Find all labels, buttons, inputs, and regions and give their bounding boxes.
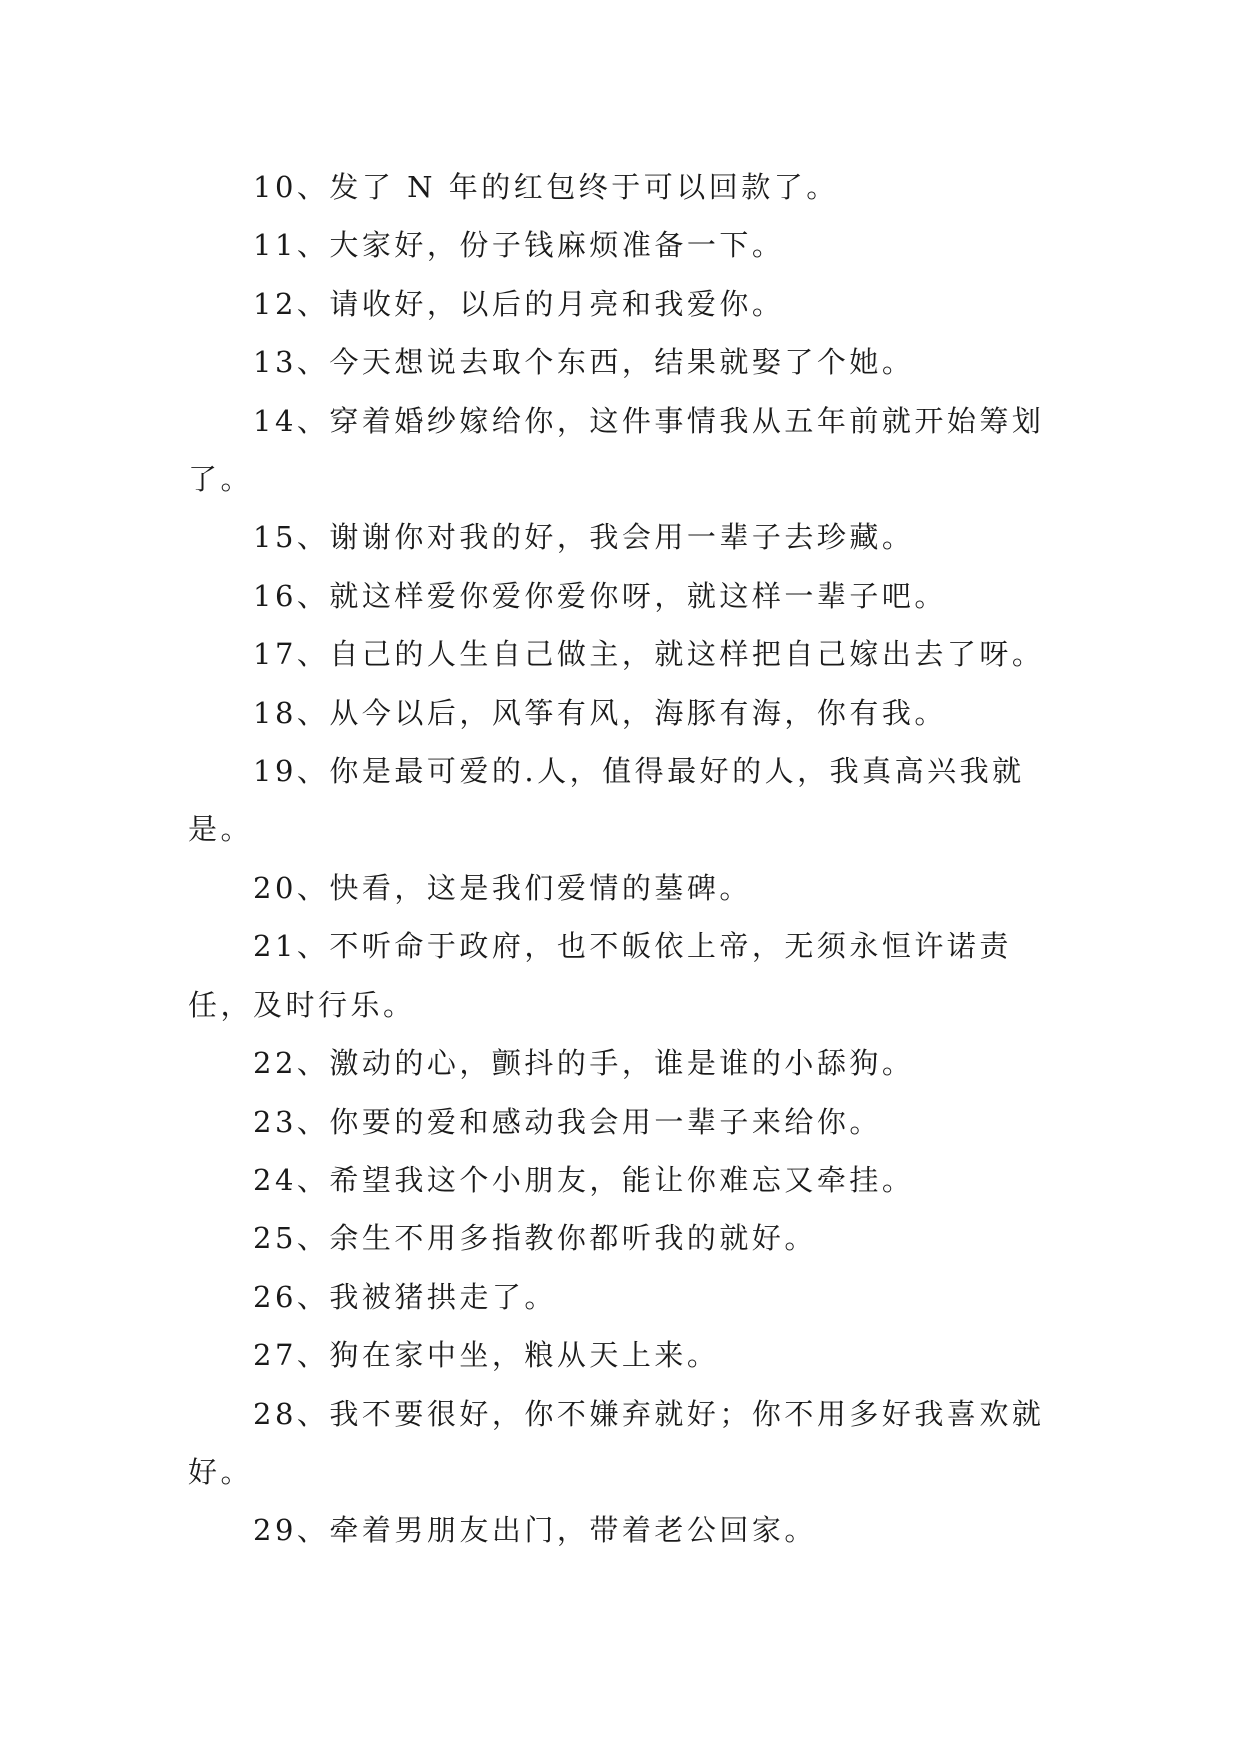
paragraph-11: 11、大家好，份子钱麻烦准备一下。 xyxy=(253,228,785,263)
paragraph-13: 13、今天想说去取个东西，结果就娶了个她。 xyxy=(253,345,915,380)
paragraph-22: 22、激动的心，颤抖的手，谁是谁的小舔狗。 xyxy=(253,1046,915,1081)
paragraph-20: 20、快看，这是我们爱情的墓碑。 xyxy=(253,870,752,905)
paragraph-24: 24、希望我这个小朋友，能让你难忘又牵挂。 xyxy=(253,1162,915,1197)
paragraph-14: 14、穿着婚纱嫁给你，这件事情我从五年前就开始筹划了。 xyxy=(188,403,1045,497)
paragraph-10: 10、发了 N 年的红包终于可以回款了。 xyxy=(253,170,839,204)
paragraph-25: 25、余生不用多指教你都听我的就好。 xyxy=(253,1221,817,1256)
paragraph-16: 16、就这样爱你爱你爱你呀，就这样一辈子吧。 xyxy=(253,578,947,613)
document-body xyxy=(188,158,1068,1560)
paragraph-26: 26、我被猪拱走了。 xyxy=(253,1279,557,1314)
paragraph-19: 19、你是最可爱的.人，值得最好的人，我真高兴我就是。 xyxy=(188,754,1025,847)
paragraph-12: 12、请收好，以后的月亮和我爱你。 xyxy=(253,286,785,321)
paragraph-15: 15、谢谢你对我的好，我会用一辈子去珍藏。 xyxy=(253,520,915,555)
paragraph-18: 18、从今以后，风筝有风，海豚有海，你有我。 xyxy=(253,695,947,730)
paragraph-17: 17、自己的人生自己做主，就这样把自己嫁出去了呀。 xyxy=(253,637,1045,672)
paragraph-28: 28、我不要很好，你不嫌弃就好；你不用多好我喜欢就好。 xyxy=(188,1396,1045,1489)
paragraph-23: 23、你要的爱和感动我会用一辈子来给你。 xyxy=(253,1104,882,1139)
paragraph-29: 29、牵着男朋友出门，带着老公回家。 xyxy=(253,1513,817,1548)
paragraph-21: 21、不听命于政府，也不皈依上帝，无须永恒许诺责任，及时行乐。 xyxy=(188,929,1012,1022)
paragraph-27: 27、狗在家中坐，粮从天上来。 xyxy=(253,1338,720,1373)
